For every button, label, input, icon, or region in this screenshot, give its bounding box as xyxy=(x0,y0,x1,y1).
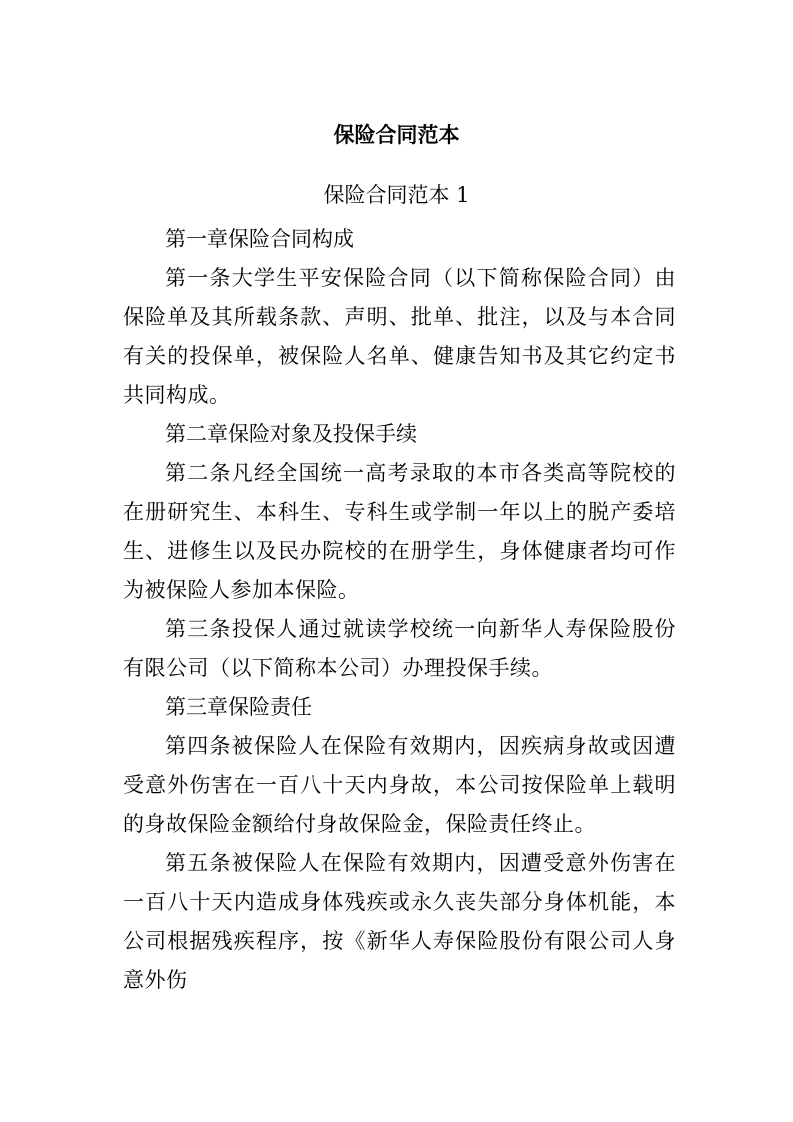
article-paragraph: 第四条被保险人在保险有效期内，因疾病身故或因遭受意外伤害在一百八十天内身故，本公司按保险单上载明的身故保险金额给付身故保险金，保险责任终止。 xyxy=(123,734,676,836)
chapter-heading: 第一章保险合同构成 xyxy=(165,227,354,251)
article-paragraph: 第二条凡经全国统一高考录取的本市各类高等院校的在册研究生、本科生、专科生或学制一年以上的脱产委培生、进修生以及民办院校的在册学生，身体健康者均可作为被保险人参加本保险。 xyxy=(123,461,676,602)
article-paragraph: 第一条大学生平安保险合同（以下简称保险合同）由保险单及其所载条款、声明、批单、批注，以及与本合同有关的投保单，被保险人名单、健康告知书及其它约定书共同构成。 xyxy=(123,266,676,407)
article-paragraph: 第三条投保人通过就读学校统一向新华人寿保险股份有限公司（以下简称本公司）办理投保手续。 xyxy=(123,617,676,680)
document-body xyxy=(123,220,676,1000)
chapter-heading: 第二章保险对象及投保手续 xyxy=(165,422,417,446)
document-title: 保险合同范本 xyxy=(333,123,460,147)
chapter-heading: 第三章保险责任 xyxy=(165,695,312,719)
document-subtitle: 保险合同范本 1 xyxy=(323,183,470,207)
article-paragraph: 第五条被保险人在保险有效期内，因遭受意外伤害在一百八十天内造成身体残疾或永久丧失部分身体机能，本公司根据残疾程序，按《新华人寿保险股份有限公司人身意外伤 xyxy=(123,851,676,992)
